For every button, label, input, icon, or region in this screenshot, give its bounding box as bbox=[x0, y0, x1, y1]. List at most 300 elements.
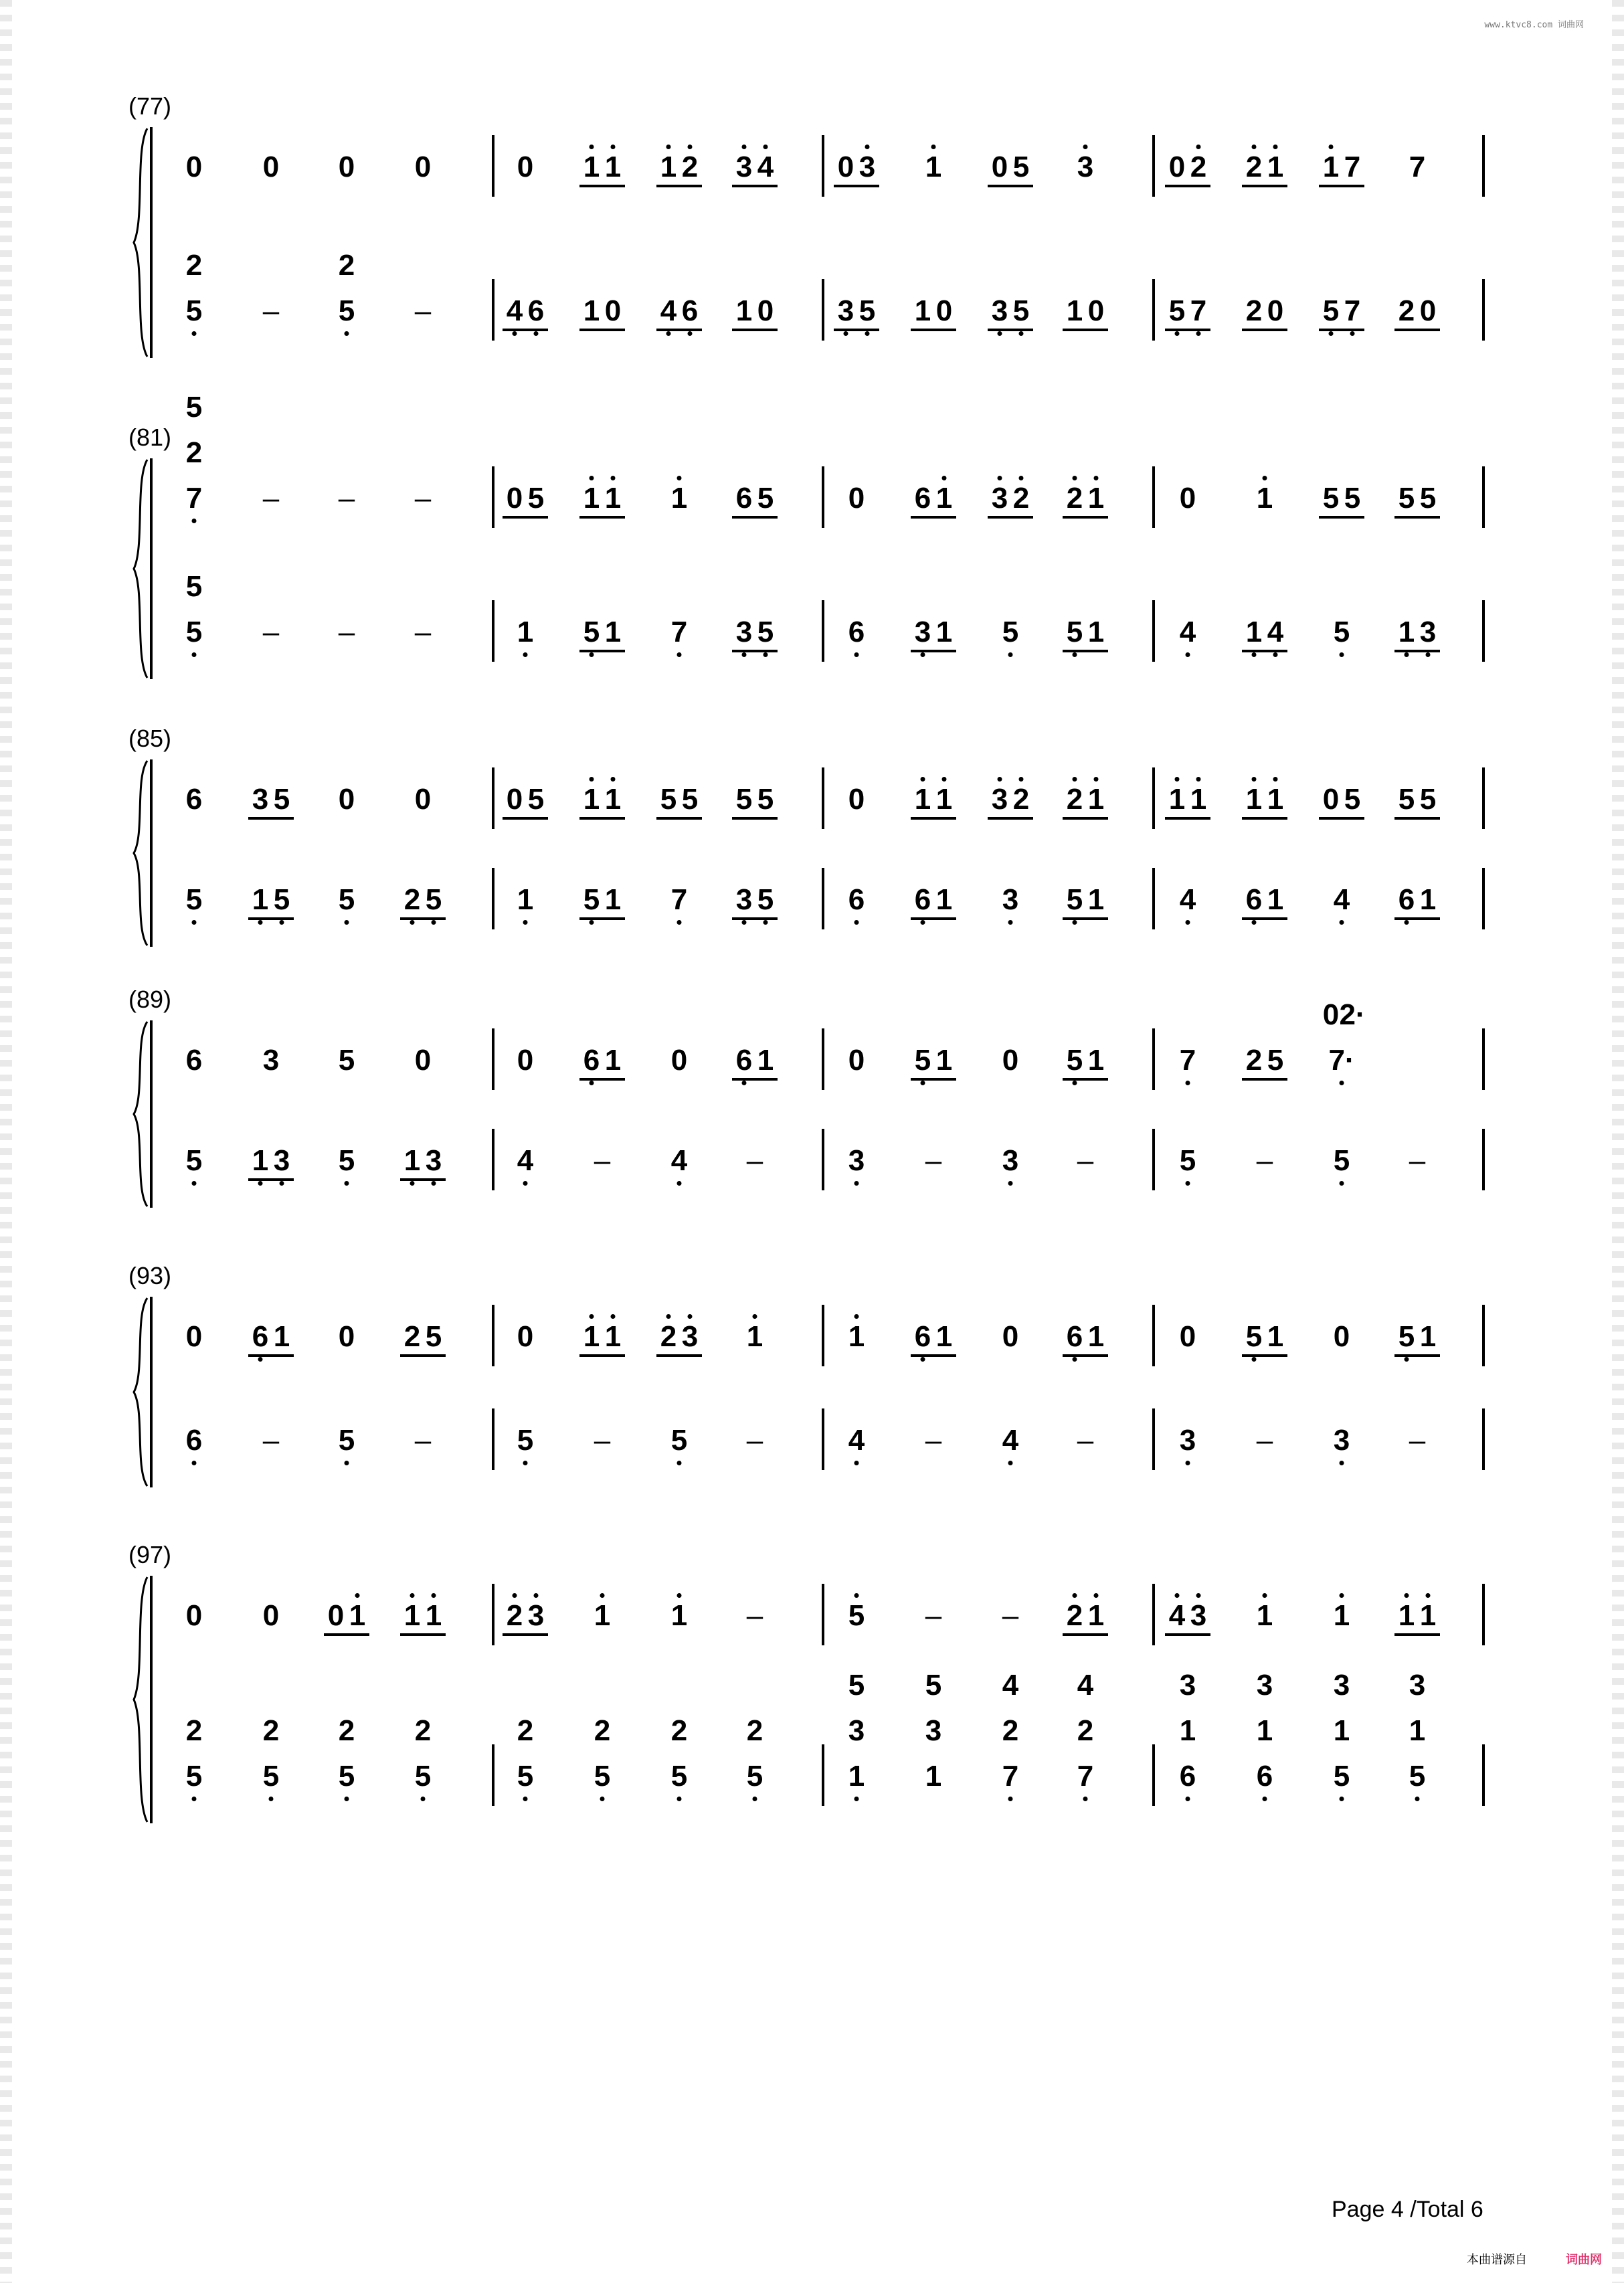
octave-down-dot bbox=[1273, 652, 1278, 657]
eighth-beam bbox=[732, 516, 778, 519]
eighth-beam bbox=[400, 1633, 446, 1636]
barline bbox=[1482, 868, 1485, 929]
eighth-beam bbox=[911, 1078, 956, 1081]
octave-down-dot bbox=[1252, 652, 1257, 657]
note-digit: 0 bbox=[1087, 294, 1105, 327]
note-digit: 5 bbox=[583, 616, 600, 648]
octave-down-dot bbox=[410, 1181, 415, 1186]
note-digit: 1 bbox=[425, 1599, 442, 1632]
barline bbox=[1482, 279, 1485, 341]
note-digit: 1 bbox=[1256, 482, 1273, 515]
note-digit: 5 bbox=[185, 570, 203, 603]
note-digit: 1 bbox=[583, 783, 600, 816]
barline bbox=[822, 1408, 824, 1470]
sustain-dash: – bbox=[746, 1424, 763, 1457]
octave-down-dot bbox=[1252, 920, 1257, 925]
octave-down-dot bbox=[1186, 1797, 1190, 1801]
note-digit: 1 bbox=[925, 1760, 942, 1793]
note-digit: 4 bbox=[660, 294, 677, 327]
note-digit: 2 bbox=[594, 1714, 611, 1747]
octave-up-dot bbox=[1273, 777, 1278, 782]
octave-down-dot bbox=[523, 1181, 528, 1186]
note-digit: 1 bbox=[1267, 783, 1284, 816]
system-brace bbox=[131, 759, 151, 947]
note-digit: 1 bbox=[746, 1320, 763, 1353]
octave-up-dot bbox=[1094, 476, 1099, 480]
note-digit: 3 bbox=[848, 1714, 865, 1747]
barline bbox=[1152, 1408, 1155, 1470]
barline bbox=[1482, 600, 1485, 662]
note-digit: 6 bbox=[1066, 1320, 1083, 1353]
note-digit: 3 bbox=[527, 1599, 545, 1632]
note-digit: 5 bbox=[185, 294, 203, 327]
sustain-dash: – bbox=[262, 616, 280, 648]
barline bbox=[1152, 279, 1155, 341]
octave-down-dot bbox=[1415, 1797, 1420, 1801]
barline bbox=[822, 868, 824, 929]
octave-down-dot bbox=[1405, 652, 1409, 657]
note-digit: 5 bbox=[338, 1760, 355, 1793]
octave-down-dot bbox=[677, 652, 682, 657]
eighth-beam bbox=[732, 185, 778, 187]
note-digit: 5 bbox=[1168, 294, 1186, 327]
note-digit: 6 bbox=[1398, 883, 1415, 916]
note-digit: 7 bbox=[1344, 151, 1361, 183]
octave-down-dot bbox=[1405, 1357, 1409, 1362]
note-digit: 6 bbox=[185, 783, 203, 816]
barline bbox=[492, 600, 494, 662]
note-digit: 3 bbox=[735, 616, 753, 648]
sustain-dash: – bbox=[1409, 1144, 1426, 1177]
octave-down-dot bbox=[677, 1797, 682, 1801]
eighth-beam bbox=[911, 1354, 956, 1357]
octave-down-dot bbox=[677, 1181, 682, 1186]
note-digit: 1 bbox=[604, 1044, 622, 1077]
note-digit: 0 bbox=[338, 151, 355, 183]
sustain-dash: – bbox=[746, 1599, 763, 1632]
note-digit: 5 bbox=[1179, 1144, 1196, 1177]
note-digit: 3 bbox=[262, 1044, 280, 1077]
eighth-beam bbox=[732, 650, 778, 652]
note-digit: 1 bbox=[848, 1320, 865, 1353]
octave-up-dot bbox=[742, 145, 747, 149]
note-digit: 0 bbox=[327, 1599, 345, 1632]
octave-up-dot bbox=[1196, 145, 1201, 149]
note-digit: 5 bbox=[527, 482, 545, 515]
octave-up-dot bbox=[355, 1593, 360, 1598]
eighth-beam bbox=[400, 1354, 446, 1357]
note-digit: 0 bbox=[1179, 1320, 1196, 1353]
note-digit: 0 bbox=[338, 1320, 355, 1353]
octave-down-dot bbox=[677, 920, 682, 925]
note-digit: 5 bbox=[757, 783, 774, 816]
octave-down-dot bbox=[1008, 652, 1013, 657]
note-digit: 6 bbox=[583, 1044, 600, 1077]
octave-up-dot bbox=[942, 777, 947, 782]
note-digit: 6 bbox=[252, 1320, 269, 1353]
left-border-strip bbox=[0, 0, 12, 2283]
system-brace bbox=[131, 1297, 151, 1487]
note-digit: 5 bbox=[1245, 1320, 1263, 1353]
eighth-beam bbox=[1394, 329, 1440, 331]
note-digit: 0 bbox=[506, 783, 523, 816]
note-digit: 2 bbox=[660, 1320, 677, 1353]
octave-up-dot bbox=[1252, 145, 1257, 149]
system-brace bbox=[131, 127, 151, 358]
note-digit: 3 bbox=[837, 294, 854, 327]
note-digit: 0 bbox=[1419, 294, 1437, 327]
eighth-beam bbox=[988, 817, 1033, 820]
octave-down-dot bbox=[269, 1797, 274, 1801]
note-digit: 1 bbox=[1168, 783, 1186, 816]
note-digit: 5 bbox=[338, 1424, 355, 1457]
note-digit: 5 bbox=[1002, 616, 1019, 648]
barline bbox=[822, 1744, 824, 1806]
note-digit: 3 bbox=[1077, 151, 1094, 183]
note-digit: 5 bbox=[1333, 1760, 1350, 1793]
note-digit: 3 bbox=[681, 1320, 699, 1353]
octave-down-dot bbox=[192, 1461, 197, 1465]
octave-down-dot bbox=[192, 920, 197, 925]
eighth-beam bbox=[1242, 1078, 1287, 1081]
measure-number: (89) bbox=[128, 986, 172, 1013]
octave-down-dot bbox=[258, 920, 263, 925]
octave-down-dot bbox=[600, 1797, 605, 1801]
note-digit: 1 bbox=[1409, 1714, 1426, 1747]
note-digit: 0 bbox=[848, 482, 865, 515]
note-digit: 5 bbox=[859, 294, 876, 327]
note-digit: 1 bbox=[273, 1320, 290, 1353]
note-digit: 5 bbox=[925, 1669, 942, 1702]
octave-up-dot bbox=[611, 1314, 616, 1319]
eighth-beam bbox=[1063, 917, 1108, 920]
measure-number: (93) bbox=[128, 1262, 172, 1289]
eighth-beam bbox=[732, 917, 778, 920]
eighth-beam bbox=[911, 650, 956, 652]
octave-down-dot bbox=[1426, 652, 1431, 657]
sustain-dash: – bbox=[1256, 1144, 1273, 1177]
note-digit: 6 bbox=[527, 294, 545, 327]
sustain-dash: – bbox=[925, 1599, 942, 1632]
note-digit: 1 bbox=[583, 151, 600, 183]
eighth-beam bbox=[248, 817, 294, 820]
octave-down-dot bbox=[280, 1181, 284, 1186]
eighth-beam bbox=[579, 1354, 625, 1357]
note-digit: 0 bbox=[1179, 482, 1196, 515]
octave-up-dot bbox=[1094, 777, 1099, 782]
barline bbox=[1482, 1028, 1485, 1090]
note-digit: 2 bbox=[1398, 294, 1415, 327]
eighth-beam bbox=[1394, 1633, 1440, 1636]
octave-down-dot bbox=[921, 1081, 925, 1085]
note-digit: 0 bbox=[1322, 783, 1340, 816]
note-digit: 5 bbox=[527, 783, 545, 816]
note-digit: 4 bbox=[1333, 883, 1350, 916]
note-digit: 1 bbox=[1245, 616, 1263, 648]
note-digit: 6 bbox=[735, 482, 753, 515]
barline bbox=[1152, 1028, 1155, 1090]
eighth-beam bbox=[1242, 817, 1287, 820]
octave-up-dot bbox=[666, 1314, 671, 1319]
octave-down-dot bbox=[1340, 1181, 1344, 1186]
octave-down-dot bbox=[513, 331, 517, 336]
note-digit: 1 bbox=[604, 151, 622, 183]
barline bbox=[1152, 1584, 1155, 1645]
note-digit: 6 bbox=[681, 294, 699, 327]
note-digit: 1 bbox=[1245, 783, 1263, 816]
eighth-beam bbox=[1242, 185, 1287, 187]
octave-down-dot bbox=[192, 331, 197, 336]
note-digit: 1 bbox=[349, 1599, 366, 1632]
eighth-beam bbox=[1063, 329, 1108, 331]
note-digit: 0 bbox=[262, 151, 280, 183]
eighth-beam bbox=[656, 817, 702, 820]
octave-up-dot bbox=[763, 145, 768, 149]
octave-down-dot bbox=[432, 1181, 436, 1186]
octave-up-dot bbox=[1426, 1593, 1431, 1598]
octave-up-dot bbox=[410, 1593, 415, 1598]
note-digit: 1 bbox=[1179, 1714, 1196, 1747]
note-digit: 2 bbox=[1012, 783, 1030, 816]
note-digit: 7 bbox=[1344, 294, 1361, 327]
sustain-dash: – bbox=[1409, 1424, 1426, 1457]
barline bbox=[1152, 1305, 1155, 1366]
note-digit: 5 bbox=[670, 1424, 688, 1457]
octave-down-dot bbox=[742, 652, 747, 657]
note-digit: 0 bbox=[506, 482, 523, 515]
eighth-beam bbox=[324, 1633, 369, 1636]
octave-up-dot bbox=[1019, 777, 1024, 782]
eighth-beam bbox=[579, 329, 625, 331]
octave-up-dot bbox=[865, 145, 870, 149]
note-digit: 1 bbox=[252, 1144, 269, 1177]
note-digit: 5 bbox=[1344, 482, 1361, 515]
note-digit: 0 bbox=[517, 1320, 534, 1353]
note-digit: 5 bbox=[338, 883, 355, 916]
octave-down-dot bbox=[1350, 331, 1355, 336]
note-digit: 5 bbox=[414, 1760, 432, 1793]
barline bbox=[492, 1744, 494, 1806]
barline bbox=[492, 1408, 494, 1470]
note-digit: 0 bbox=[414, 1044, 432, 1077]
octave-up-dot bbox=[590, 777, 594, 782]
eighth-beam bbox=[911, 917, 956, 920]
barline bbox=[492, 279, 494, 341]
octave-up-dot bbox=[590, 476, 594, 480]
sustain-dash: – bbox=[414, 1424, 432, 1457]
note-digit: 3 bbox=[914, 616, 931, 648]
octave-down-dot bbox=[1186, 652, 1190, 657]
octave-down-dot bbox=[192, 519, 197, 523]
note-digit: 5 bbox=[1419, 783, 1437, 816]
sustain-dash: – bbox=[1002, 1599, 1019, 1632]
octave-up-dot bbox=[1094, 1593, 1099, 1598]
note-digit: 2 bbox=[1066, 482, 1083, 515]
note-digit: 0 bbox=[848, 783, 865, 816]
note-digit: 7 bbox=[185, 482, 203, 515]
note-digit: 2 bbox=[1245, 294, 1263, 327]
note-digit: 5 bbox=[583, 883, 600, 916]
note-digit: 1 bbox=[1267, 1320, 1284, 1353]
note-digit: 5 bbox=[1344, 783, 1361, 816]
note-digit: 1 bbox=[517, 616, 534, 648]
system-brace bbox=[131, 1020, 151, 1208]
octave-up-dot bbox=[611, 145, 616, 149]
note-digit: 3 bbox=[925, 1714, 942, 1747]
barline bbox=[492, 868, 494, 929]
note-digit: 1 bbox=[1087, 1044, 1105, 1077]
octave-up-dot bbox=[998, 777, 1002, 782]
octave-down-dot bbox=[921, 920, 925, 925]
note-digit: 0 bbox=[185, 1599, 203, 1632]
eighth-beam bbox=[1394, 817, 1440, 820]
note-digit: 7 bbox=[670, 616, 688, 648]
barline bbox=[822, 600, 824, 662]
note-digit: 5 bbox=[1409, 1760, 1426, 1793]
eighth-beam bbox=[1242, 917, 1287, 920]
note-digit: 5 bbox=[185, 1144, 203, 1177]
note-digit: 5 bbox=[338, 294, 355, 327]
note-digit: 2 bbox=[338, 1714, 355, 1747]
note-digit: 1 bbox=[604, 783, 622, 816]
note-digit: 1 bbox=[1066, 294, 1083, 327]
measure-number: (77) bbox=[128, 92, 172, 120]
octave-up-dot bbox=[1019, 476, 1024, 480]
note-digit: 1 bbox=[1398, 1599, 1415, 1632]
octave-down-dot bbox=[1186, 1461, 1190, 1465]
note-digit: 5 bbox=[273, 783, 290, 816]
barline bbox=[1152, 600, 1155, 662]
note-digit: 5 bbox=[262, 1760, 280, 1793]
note-digit: 1 bbox=[583, 294, 600, 327]
note-digit: 3 bbox=[252, 783, 269, 816]
note-digit: 1 bbox=[594, 1599, 611, 1632]
note-digit: 1 bbox=[914, 783, 931, 816]
note-digit: 2 bbox=[1245, 1044, 1263, 1077]
octave-down-dot bbox=[844, 331, 848, 336]
note-digit: 6 bbox=[848, 616, 865, 648]
eighth-beam bbox=[248, 1178, 294, 1181]
eighth-beam bbox=[911, 817, 956, 820]
note-digit: 5 bbox=[517, 1424, 534, 1457]
note-digit: 0 bbox=[935, 294, 953, 327]
note-digit: 5 bbox=[848, 1599, 865, 1632]
octave-down-dot bbox=[345, 1181, 349, 1186]
eighth-beam bbox=[579, 650, 625, 652]
octave-up-dot bbox=[677, 1593, 682, 1598]
eighth-beam bbox=[656, 185, 702, 187]
barline bbox=[492, 1305, 494, 1366]
octave-up-dot bbox=[998, 476, 1002, 480]
note-digit: 5 bbox=[1267, 1044, 1284, 1077]
note-digit: 0 bbox=[185, 151, 203, 183]
note-digit: 3 bbox=[1419, 616, 1437, 648]
octave-down-dot bbox=[854, 1461, 859, 1465]
page-number: Page 4 /Total 6 bbox=[1332, 2197, 1483, 2222]
octave-down-dot bbox=[854, 920, 859, 925]
octave-up-dot bbox=[1340, 1593, 1344, 1598]
note-digit: 1 bbox=[848, 1760, 865, 1793]
eighth-beam bbox=[503, 1633, 548, 1636]
eighth-beam bbox=[503, 817, 548, 820]
octave-down-dot bbox=[258, 1357, 263, 1362]
note-digit: 4 bbox=[1179, 883, 1196, 916]
note-digit: 0 bbox=[262, 1599, 280, 1632]
note-digit: 4 bbox=[1168, 1599, 1186, 1632]
barline bbox=[1482, 1744, 1485, 1806]
eighth-beam bbox=[579, 185, 625, 187]
eighth-beam bbox=[834, 329, 879, 331]
eighth-beam bbox=[1319, 329, 1364, 331]
measure-number: (85) bbox=[128, 725, 172, 752]
octave-down-dot bbox=[345, 1461, 349, 1465]
note-digit: 1 bbox=[660, 151, 677, 183]
eighth-beam bbox=[248, 1354, 294, 1357]
octave-down-dot bbox=[1405, 920, 1409, 925]
note-digit: 2 bbox=[185, 249, 203, 282]
note-digit: 2 bbox=[185, 1714, 203, 1747]
note-digit: 0 bbox=[414, 151, 432, 183]
octave-down-dot bbox=[1252, 1357, 1257, 1362]
eighth-beam bbox=[1319, 185, 1364, 187]
octave-down-dot bbox=[1186, 1181, 1190, 1186]
octave-up-dot bbox=[921, 777, 925, 782]
octave-down-dot bbox=[410, 920, 415, 925]
octave-down-dot bbox=[1008, 1181, 1013, 1186]
note-digit: 0 bbox=[670, 1044, 688, 1077]
note-digit: 6 bbox=[1256, 1760, 1273, 1793]
octave-down-dot bbox=[753, 1797, 757, 1801]
octave-down-dot bbox=[534, 331, 539, 336]
note-digit: 1 bbox=[735, 294, 753, 327]
sustain-dash: – bbox=[1077, 1424, 1094, 1457]
eighth-beam bbox=[1242, 650, 1287, 652]
octave-down-dot bbox=[763, 920, 768, 925]
note-digit: 2 bbox=[1002, 1714, 1019, 1747]
octave-up-dot bbox=[600, 1593, 605, 1598]
note-digit: 5 bbox=[185, 1760, 203, 1793]
note-digit: 6 bbox=[735, 1044, 753, 1077]
note-digit: 5 bbox=[1012, 294, 1030, 327]
eighth-beam bbox=[1242, 1354, 1287, 1357]
note-digit: 3 bbox=[735, 151, 753, 183]
octave-up-dot bbox=[1196, 777, 1201, 782]
octave-down-dot bbox=[1340, 1081, 1344, 1085]
note-digit: 1 bbox=[1267, 151, 1284, 183]
note-digit: 1 bbox=[1256, 1714, 1273, 1747]
note-digit: 4 bbox=[848, 1424, 865, 1457]
note-digit: 1 bbox=[757, 1044, 774, 1077]
eighth-beam bbox=[1063, 650, 1108, 652]
note-digit: 1 bbox=[670, 482, 688, 515]
eighth-beam bbox=[1242, 329, 1287, 331]
octave-up-dot bbox=[931, 145, 936, 149]
note-digit: 2 bbox=[1245, 151, 1263, 183]
octave-down-dot bbox=[192, 1181, 197, 1186]
octave-down-dot bbox=[1196, 331, 1201, 336]
note-digit: 5 bbox=[848, 1669, 865, 1702]
barline bbox=[492, 1584, 494, 1645]
octave-up-dot bbox=[1405, 1593, 1409, 1598]
octave-down-dot bbox=[1073, 920, 1077, 925]
octave-up-dot bbox=[1083, 145, 1088, 149]
octave-down-dot bbox=[1186, 1081, 1190, 1085]
note-digit: 5 bbox=[185, 391, 203, 424]
octave-down-dot bbox=[742, 1081, 747, 1085]
eighth-beam bbox=[1063, 1078, 1108, 1081]
eighth-beam bbox=[656, 329, 702, 331]
eighth-beam bbox=[988, 185, 1033, 187]
